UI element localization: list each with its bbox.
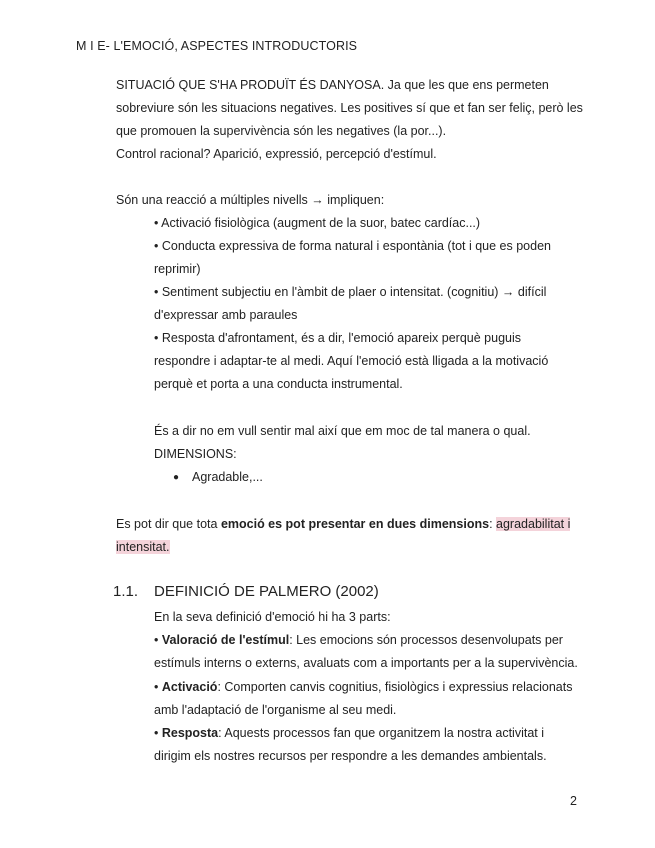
dimensions-sentence-bold: emoció es pot presentar en dues dimensions (220, 517, 490, 531)
reaction-bullet-3: • Sentiment subjectiu en l'àmbit de plaer o intensitat. (cognitiu) → difícil (154, 285, 547, 299)
intro-line-4: Control racional? Aparició, expressió, percepció d'estímul. (116, 147, 437, 161)
highlight-agradabilitat: agradabilitat i (496, 517, 571, 531)
bullet-dot: • (154, 726, 162, 740)
dimensions-sentence-pre: Es pot dir que tota (116, 517, 221, 531)
note-line-1: És a dir no em vull sentir mal així que em moc de tal manera o qual. (154, 424, 531, 438)
reaction-bullet-4: • Resposta d'afrontament, és a dir, l'emoció apareix perquè puguis (154, 331, 521, 345)
part-activacio-text: : Comporten canvis cognitius, fisiològics i expressius relacionats (217, 680, 573, 694)
intro-line-1: SITUACIÓ QUE S'HA PRODUÏT ÉS DANYOSA. Ja que les que ens permeten (116, 78, 549, 92)
section-intro: En la seva definició d'emoció hi ha 3 parts: (154, 610, 391, 624)
part-resposta-title: Resposta (161, 726, 219, 740)
bullet-dot: • (154, 680, 162, 694)
dimensions-label: DIMENSIONS: (154, 447, 237, 461)
reaction-bullet-3-cont: d'expressar amb paraules (154, 308, 298, 322)
part-resposta-text: : Aquests processos fan que organitzem la nostra activitat i (218, 726, 545, 740)
part-valoracio-title: Valoració de l'estímul (161, 633, 290, 647)
part-activacio-title: Activació (161, 680, 218, 694)
section-title: DEFINICIÓ DE PALMERO (2002) (154, 583, 379, 600)
part-resposta-cont: dirigim els nostres recursos per respondre a les demandes ambientals. (154, 749, 547, 763)
section-number: 1.1. (113, 583, 139, 600)
part-valoracio-cont: estímuls interns o externs, avaluats com a importants per a la supervivència. (154, 656, 578, 670)
page-header: M I E- L'EMOCIÓ, ASPECTES INTRODUCTORIS (76, 39, 358, 53)
reaction-bullet-4-cont: respondre i adaptar-te al medi. Aquí l'emoció està lligada a la motivació (154, 354, 549, 368)
highlight-intensitat: intensitat. (116, 540, 170, 554)
intro-line-2: sobreviure són les situacions negatives. Les positives sí que et fan ser feliç, però les (116, 101, 583, 115)
dimensions-bullet-text: Agradable,... (192, 470, 263, 484)
dimensions-sentence-colon: : (489, 517, 497, 531)
part-activacio-cont: amb l'adaptació de l'organisme al seu medi. (154, 703, 397, 717)
part-valoracio-text: : Les emocions són processos desenvolupats per (289, 633, 563, 647)
reaction-bullet-1: • Activació fisiològica (augment de la suor, batec cardíac...) (154, 216, 481, 230)
dimensions-sentence-cont (116, 540, 170, 554)
part-valoracio (154, 633, 563, 647)
part-activacio (154, 680, 572, 694)
bullet-dot: • (154, 633, 162, 647)
reaction-bullet-2: • Conducta expressiva de forma natural i espontània (tot i que es poden (154, 239, 551, 253)
reactions-lead: Són una reacció a múltiples nivells → impliquen: (116, 193, 385, 207)
intro-line-3: que promouen la supervivència són les negatives (la por...). (116, 124, 447, 138)
bullet-icon: ● (173, 472, 180, 483)
dimensions-sentence (116, 517, 570, 531)
reaction-bullet-4-cont2: perquè et porta a una conducta instrumental. (154, 377, 403, 391)
page-number: 2 (570, 794, 577, 808)
reaction-bullet-2-cont: reprimir) (154, 262, 201, 276)
part-resposta (154, 726, 544, 740)
